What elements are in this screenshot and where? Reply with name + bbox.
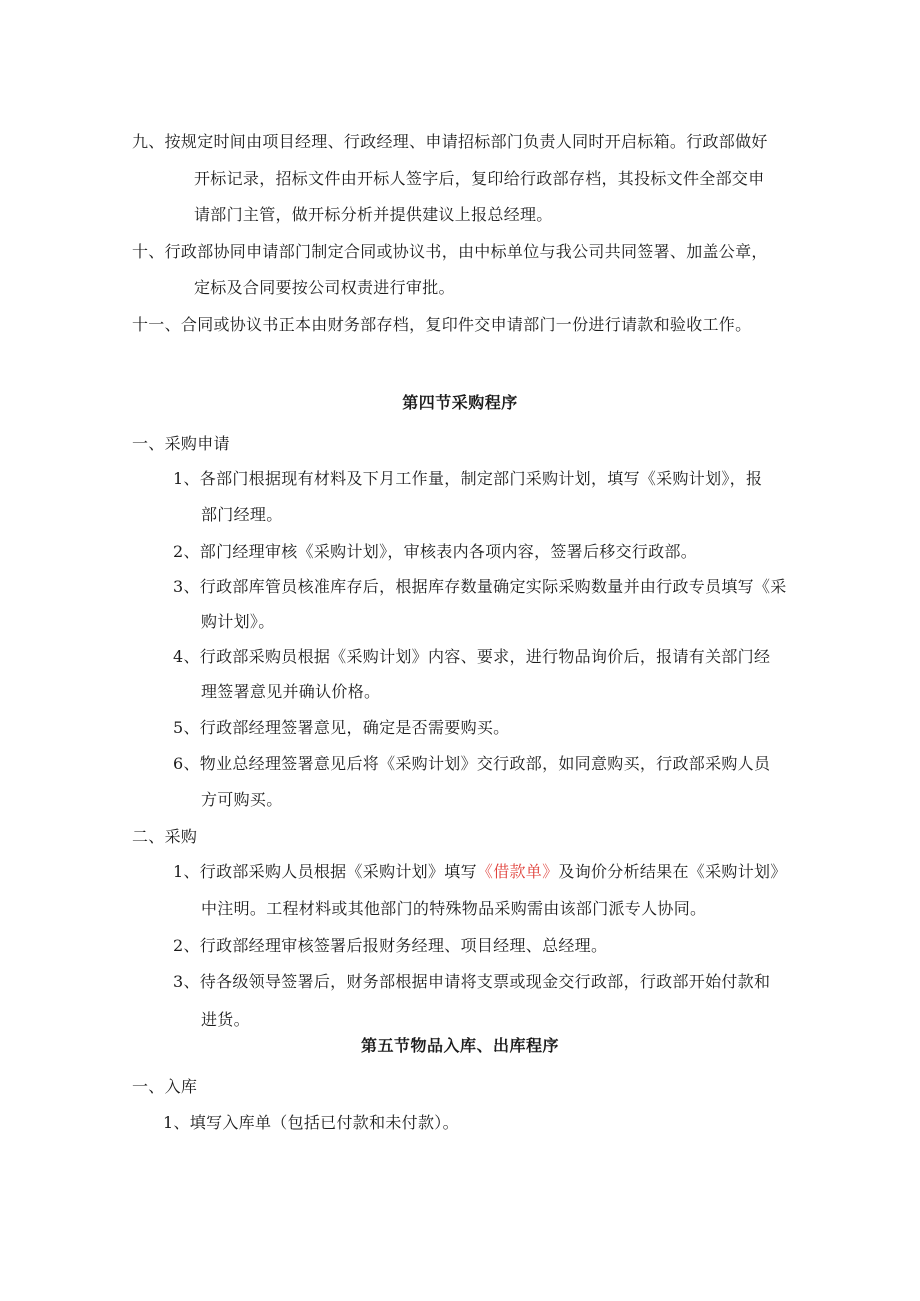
s4-p1-item-4-line-1: 4、行政部采购员根据《采购计划》内容、要求，进行物品询价后，报请有关部门经: [173, 647, 771, 666]
s4-p2-item-1-line-2: 中注明。工程材料或其他部门的特殊物品采购需由该部门派专人协同。: [201, 899, 707, 918]
item-nine-line-1: 九、按规定时间由项目经理、行政经理、申请招标部门负责人同时开启标箱。行政部做好: [132, 132, 768, 151]
s4-p2-item-2-line-1: 2、行政部经理审核签署后报财务经理、项目经理、总经理。: [173, 936, 608, 955]
s4-p2-item-3-line-1: 3、待各级领导签署后，财务部根据申请将支票或现金交行政部，行政部开始付款和: [173, 972, 771, 991]
s4-p1-item-5-line-1: 5、行政部经理签署意见，确定是否需要购买。: [173, 718, 510, 737]
s4-p2-item-1-line-1: [173, 861, 787, 883]
item-ten-line-2: 定标及合同要按公司权责进行审批。: [194, 278, 455, 297]
s4-p2-item-3-line-2: 进货。: [201, 1010, 250, 1029]
s4-p1-item-3-line-2: 购计划》。: [201, 612, 275, 631]
s4-p1-item-3-line-1: 3、行政部库管员核准库存后，根据库存数量确定实际采购数量并由行政专员填写《采: [173, 577, 787, 596]
item-ten-line-1: 十、行政部协同申请部门制定合同或协议书，由中标单位与我公司共同签署、加盖公章，: [132, 242, 768, 261]
section-4-title: 第四节采购程序: [402, 393, 518, 412]
loan-form-link[interactable]: 《借款单》: [476, 862, 559, 881]
s4-p2-item-1-text-post: 及询价分析结果在《采购计划》: [558, 862, 787, 881]
s4-p1-item-4-line-2: 理签署意见并确认价格。: [201, 682, 381, 701]
s4-p1-item-1-line-2: 部门经理。: [201, 505, 283, 524]
item-nine-line-2: 开标记录，招标文件由开标人签字后，复印给行政部存档，其投标文件全部交申: [194, 169, 765, 188]
s4-p1-item-1-line-1: 1、各部门根据现有材料及下月工作量，制定部门采购计划，填写《采购计划》，报: [173, 469, 763, 488]
section-5-part-1-heading: 一、入库: [132, 1077, 198, 1096]
section-4-part-2-heading: 二、采购: [132, 827, 198, 846]
section-5-title: 第五节物品入库、出库程序: [360, 1036, 559, 1055]
s4-p1-item-6-line-2: 方可购买。: [201, 790, 283, 809]
s4-p1-item-2-line-1: 2、部门经理审核《采购计划》，审核表内各项内容，签署后移交行政部。: [173, 542, 698, 561]
s4-p1-item-6-line-1: 6、物业总经理签署意见后将《采购计划》交行政部，如同意购买，行政部采购人员: [173, 754, 771, 773]
item-eleven-line-1: 十一、合同或协议书正本由财务部存档，复印件交申请部门一份进行请款和验收工作。: [132, 315, 752, 334]
s5-p1-item-1-line-1: 1、填写入库单（包括已付款和未付款）。: [163, 1113, 459, 1132]
item-nine-line-3: 请部门主管，做开标分析并提供建议上报总经理。: [194, 205, 553, 224]
s4-p2-item-1-text-pre: 1、行政部采购人员根据《采购计划》填写: [173, 862, 477, 881]
section-4-part-1-heading: 一、采购申请: [132, 434, 230, 453]
